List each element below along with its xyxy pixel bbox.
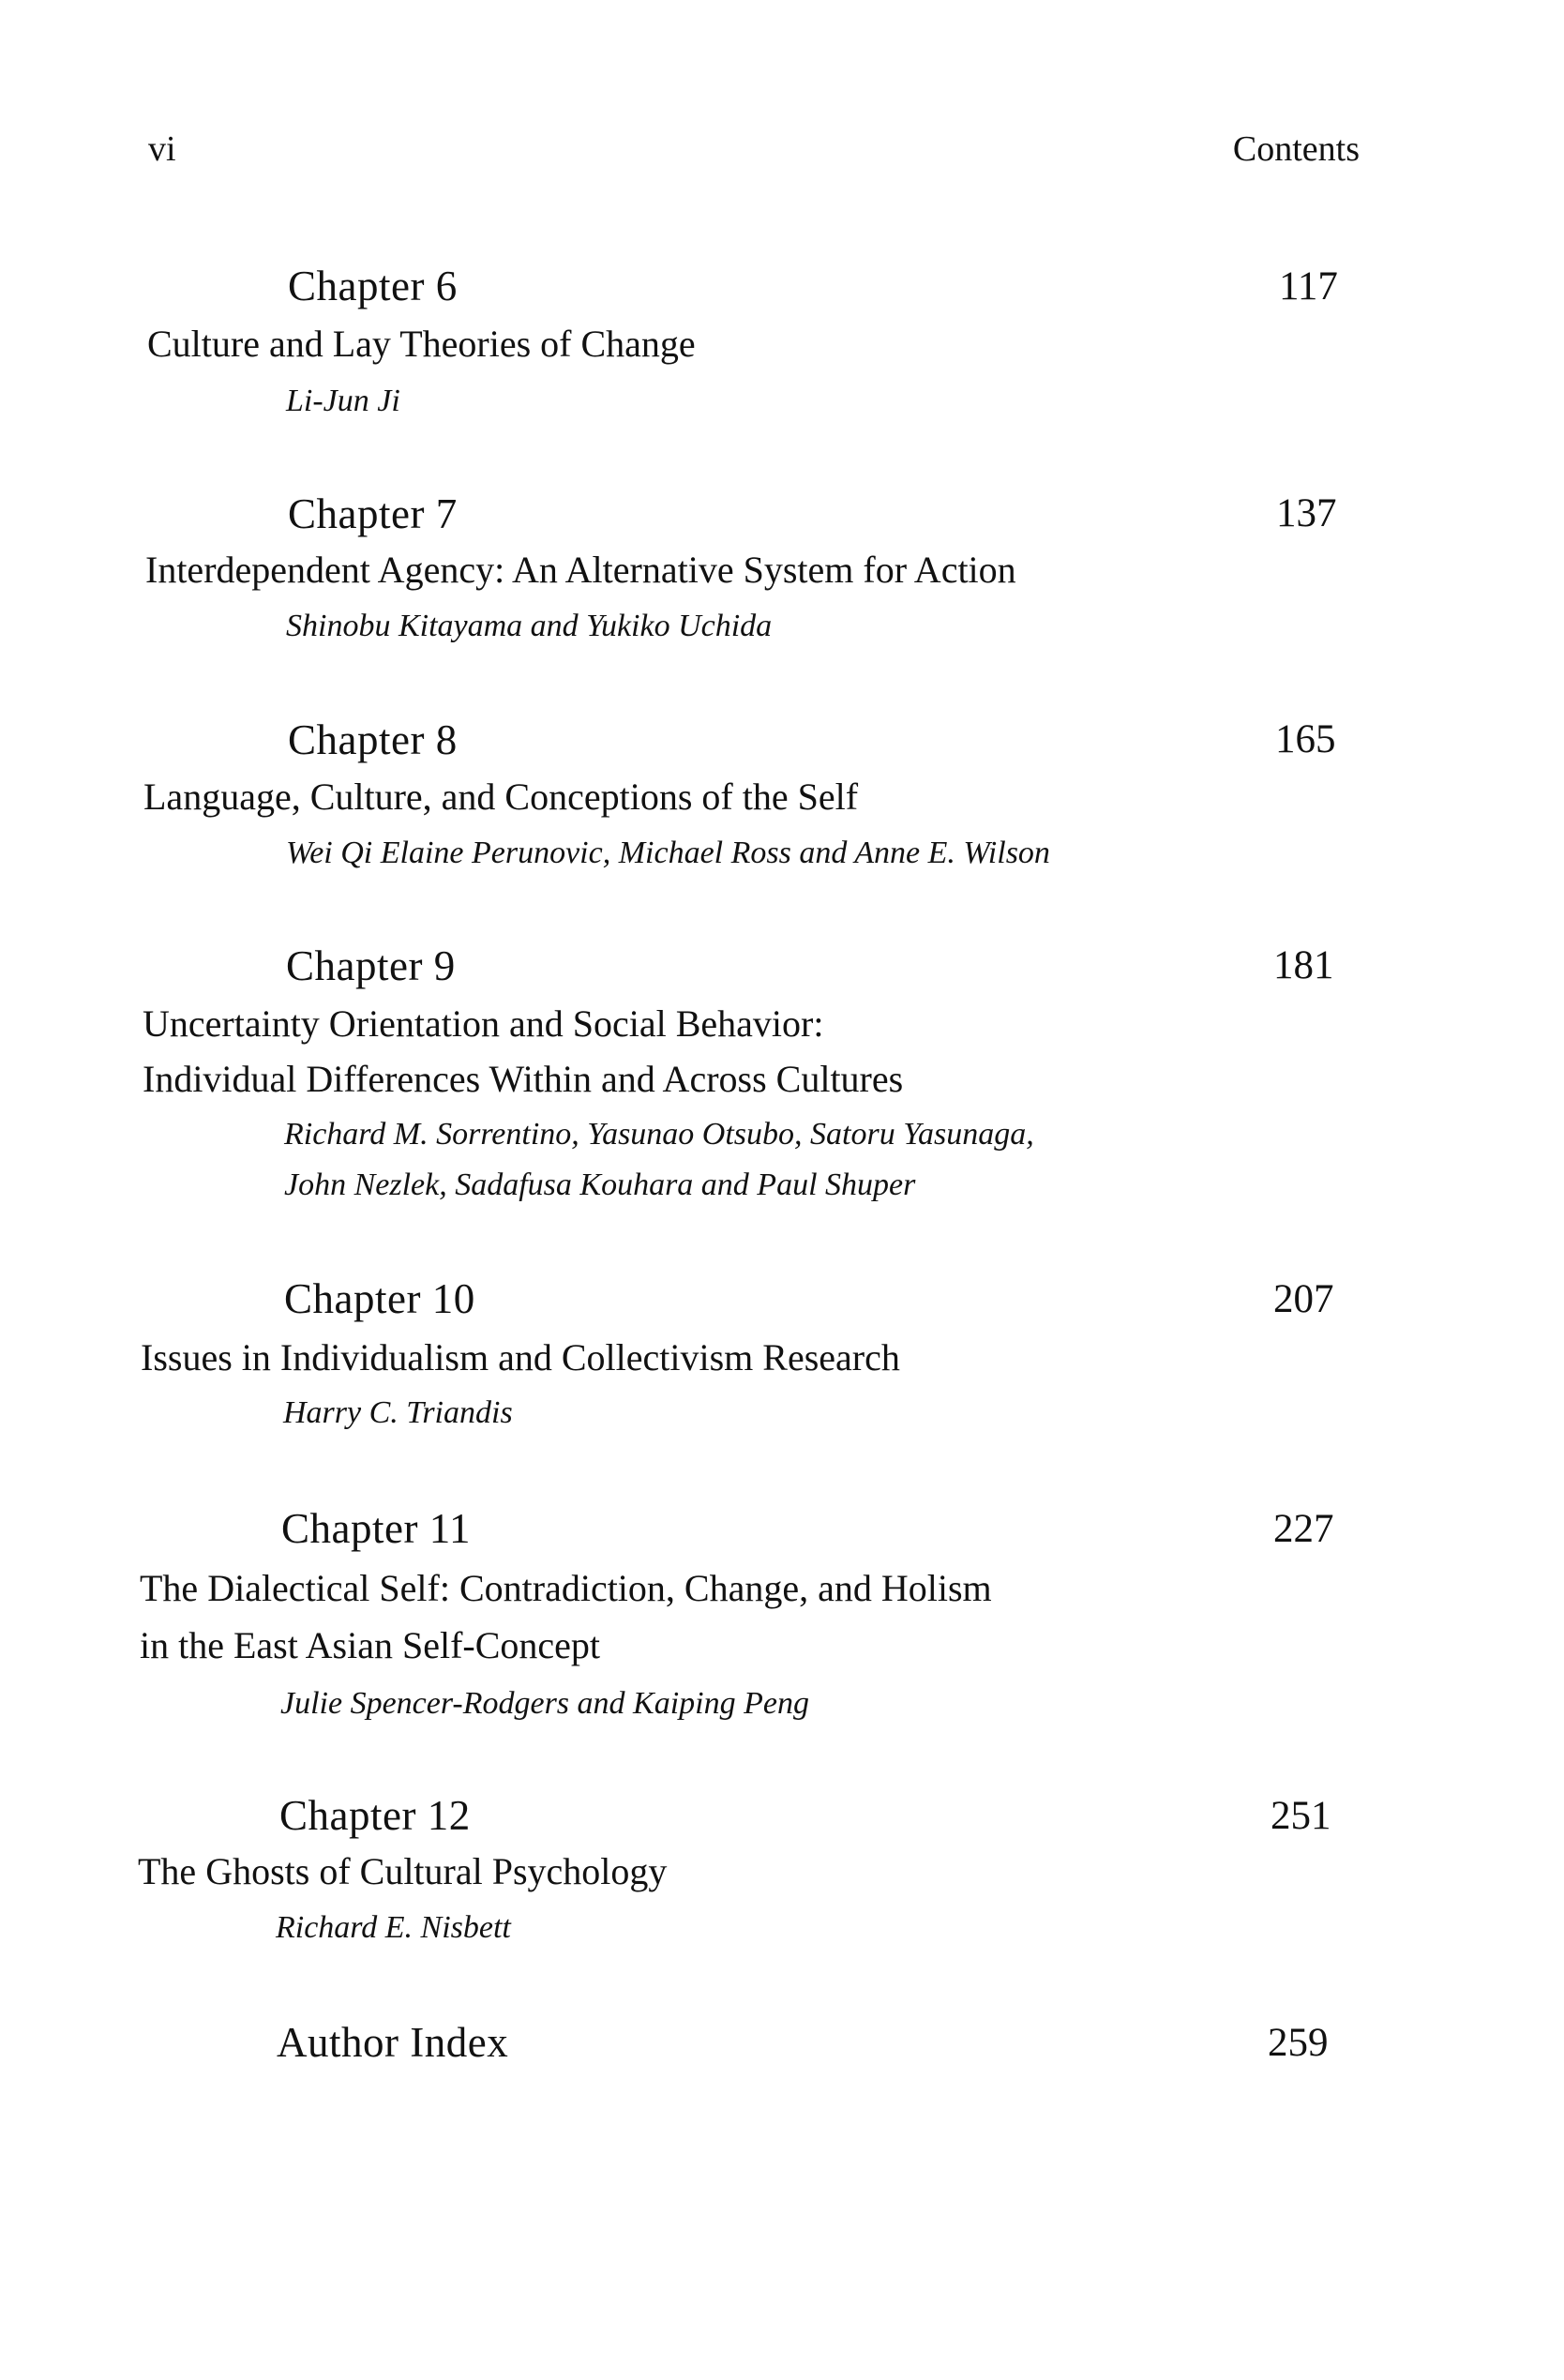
chapter-authors: John Nezlek, Sadafusa Kouhara and Paul Shuper (284, 1167, 916, 1202)
page-reference: 207 (1273, 1277, 1334, 1321)
chapter-title: Culture and Lay Theories of Change (147, 323, 696, 365)
chapter-label: Chapter 10 (284, 1275, 475, 1322)
running-title: Contents (1232, 129, 1360, 169)
chapter-title: in the East Asian Self-Concept (140, 1624, 601, 1666)
chapter-label: Chapter 8 (288, 716, 458, 763)
page-number: vi (148, 129, 176, 169)
chapter-title: Uncertainty Orientation and Social Behavior: (143, 1002, 824, 1045)
chapter-title: Interdependent Agency: An Alternative System for Action (145, 549, 1016, 591)
chapter-label: Chapter 11 (281, 1505, 472, 1552)
chapter-label: Chapter 6 (288, 263, 458, 309)
page-reference: 181 (1273, 943, 1334, 987)
chapter-authors: Li-Jun Ji (286, 384, 400, 418)
page-reference: 251 (1271, 1794, 1331, 1838)
chapter-authors: Julie Spencer-Rodgers and Kaiping Peng (280, 1686, 809, 1721)
page-reference: 137 (1276, 491, 1337, 535)
chapter-label: Chapter 9 (286, 942, 456, 989)
chapter-title: Language, Culture, and Conceptions of the Self (143, 776, 859, 818)
page-reference: 227 (1273, 1507, 1334, 1551)
page-reference: 165 (1275, 717, 1336, 761)
chapter-title: The Ghosts of Cultural Psychology (138, 1850, 668, 1892)
chapter-authors: Richard E. Nisbett (276, 1910, 511, 1945)
chapter-authors: Richard M. Sorrentino, Yasunao Otsubo, Satoru Yasunaga, (284, 1117, 1034, 1152)
chapter-authors: Wei Qi Elaine Perunovic, Michael Ross and Anne E. Wilson (286, 836, 1050, 870)
chapter-title: The Dialectical Self: Contradiction, Change, and Holism (140, 1567, 992, 1609)
page-reference: 259 (1268, 2021, 1329, 2065)
chapter-authors: Harry C. Triandis (283, 1395, 513, 1430)
author-index-label: Author Index (277, 2019, 509, 2066)
chapter-title: Individual Differences Within and Across Cultures (143, 1058, 904, 1100)
chapter-title: Issues in Individualism and Collectivism Research (141, 1336, 900, 1378)
chapter-label: Chapter 12 (279, 1792, 471, 1839)
chapter-authors: Shinobu Kitayama and Yukiko Uchida (286, 609, 773, 643)
chapter-label: Chapter 7 (288, 490, 458, 537)
page-reference: 117 (1279, 264, 1338, 309)
